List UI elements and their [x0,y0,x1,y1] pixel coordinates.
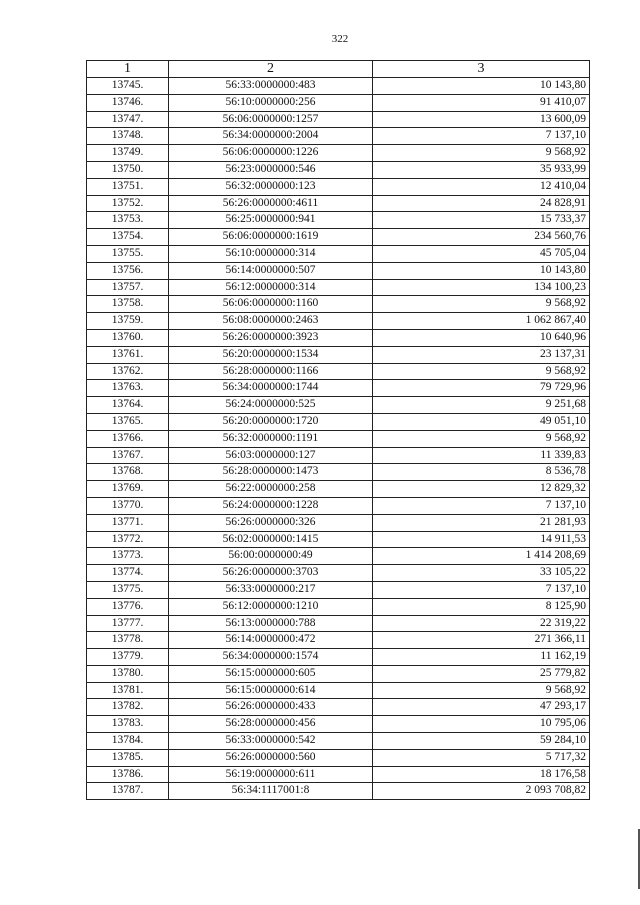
row-number: 13766. [87,430,169,447]
cadastral-value: 271 366,11 [373,632,590,649]
cadastral-number: 56:20:0000000:1534 [169,346,373,363]
cadastral-value: 2 093 708,82 [373,783,590,800]
table-row [87,716,590,733]
cadastral-value: 9 568,92 [373,296,590,313]
cadastral-value: 47 293,17 [373,699,590,716]
row-number: 13749. [87,145,169,162]
row-number: 13776. [87,598,169,615]
table-row [87,598,590,615]
cadastral-value: 7 137,10 [373,128,590,145]
cadastral-value: 1 414 208,69 [373,548,590,565]
cadastral-number: 56:06:0000000:1160 [169,296,373,313]
row-number: 13763. [87,380,169,397]
table-row [87,632,590,649]
table-body [87,78,590,800]
row-number: 13762. [87,363,169,380]
table-row [87,245,590,262]
cadastral-number: 56:14:0000000:507 [169,262,373,279]
table-row [87,565,590,582]
row-number: 13765. [87,413,169,430]
table-row [87,514,590,531]
table-row [87,749,590,766]
cadastral-number: 56:06:0000000:1619 [169,229,373,246]
cadastral-number: 56:28:0000000:1166 [169,363,373,380]
row-number: 13784. [87,733,169,750]
table-row [87,128,590,145]
cadastral-number: 56:06:0000000:1226 [169,145,373,162]
cadastral-value: 59 284,10 [373,733,590,750]
cadastral-value: 21 281,93 [373,514,590,531]
table-row [87,195,590,212]
row-number: 13772. [87,531,169,548]
table-row [87,94,590,111]
row-number: 13756. [87,262,169,279]
cadastral-value: 49 051,10 [373,413,590,430]
cadastral-number: 56:20:0000000:1720 [169,413,373,430]
table-row [87,464,590,481]
table-row [87,363,590,380]
table-row [87,447,590,464]
table-row [87,397,590,414]
row-number: 13785. [87,749,169,766]
row-number: 13754. [87,229,169,246]
cadastral-value: 45 705,04 [373,245,590,262]
table-row [87,430,590,447]
column-header-2: 2 [169,61,373,78]
table-row [87,346,590,363]
cadastral-value: 10 143,80 [373,262,590,279]
cadastral-number: 56:34:0000000:1744 [169,380,373,397]
cadastral-value: 18 176,58 [373,766,590,783]
row-number: 13750. [87,161,169,178]
cadastral-number: 56:26:0000000:560 [169,749,373,766]
table-row [87,649,590,666]
row-number: 13783. [87,716,169,733]
row-number: 13782. [87,699,169,716]
cadastral-number: 56:34:1117001:8 [169,783,373,800]
row-number: 13760. [87,329,169,346]
cadastral-number: 56:15:0000000:605 [169,665,373,682]
cadastral-number: 56:10:0000000:256 [169,94,373,111]
cadastral-number: 56:32:0000000:123 [169,178,373,195]
table-header [87,61,590,78]
cadastral-number: 56:15:0000000:614 [169,682,373,699]
cadastral-number: 56:34:0000000:1574 [169,649,373,666]
row-number: 13770. [87,497,169,514]
row-number: 13787. [87,783,169,800]
table-row [87,682,590,699]
table-row [87,481,590,498]
row-number: 13779. [87,649,169,666]
table-row [87,783,590,800]
cadastral-number: 56:24:0000000:525 [169,397,373,414]
cadastral-value: 23 137,31 [373,346,590,363]
table-row [87,178,590,195]
row-number: 13758. [87,296,169,313]
cadastral-number: 56:26:0000000:326 [169,514,373,531]
cadastral-value: 9 568,92 [373,682,590,699]
row-number: 13748. [87,128,169,145]
row-number: 13753. [87,212,169,229]
cadastral-value: 134 100,23 [373,279,590,296]
cadastral-number: 56:34:0000000:2004 [169,128,373,145]
cadastral-value: 8 536,78 [373,464,590,481]
cadastral-number: 56:10:0000000:314 [169,245,373,262]
cadastral-value: 35 933,99 [373,161,590,178]
table-row [87,329,590,346]
row-number: 13777. [87,615,169,632]
cadastral-number: 56:23:0000000:546 [169,161,373,178]
cadastral-value: 91 410,07 [373,94,590,111]
cadastral-value-table [86,60,590,800]
row-number: 13773. [87,548,169,565]
cadastral-value: 8 125,90 [373,598,590,615]
row-number: 13761. [87,346,169,363]
cadastral-value: 10 795,06 [373,716,590,733]
cadastral-number: 56:25:0000000:941 [169,212,373,229]
row-number: 13747. [87,111,169,128]
header-row [87,61,590,78]
row-number: 13755. [87,245,169,262]
cadastral-value: 12 410,04 [373,178,590,195]
cadastral-value: 9 568,92 [373,363,590,380]
cadastral-number: 56:13:0000000:788 [169,615,373,632]
table-row [87,313,590,330]
cadastral-value: 22 319,22 [373,615,590,632]
row-number: 13771. [87,514,169,531]
cadastral-number: 56:33:0000000:217 [169,581,373,598]
row-number: 13778. [87,632,169,649]
column-header-3: 3 [373,61,590,78]
row-number: 13774. [87,565,169,582]
cadastral-number: 56:03:0000000:127 [169,447,373,464]
cadastral-number: 56:26:0000000:433 [169,699,373,716]
cadastral-value: 13 600,09 [373,111,590,128]
cadastral-number: 56:14:0000000:472 [169,632,373,649]
page-number: 322 [331,33,349,45]
row-number: 13767. [87,447,169,464]
table-row [87,145,590,162]
cadastral-number: 56:26:0000000:3923 [169,329,373,346]
cadastral-value: 33 105,22 [373,565,590,582]
table-row [87,279,590,296]
row-number: 13764. [87,397,169,414]
cadastral-value: 10 640,96 [373,329,590,346]
table-row [87,111,590,128]
cadastral-value: 25 779,82 [373,665,590,682]
cadastral-value: 24 828,91 [373,195,590,212]
table-row [87,262,590,279]
row-number: 13745. [87,78,169,95]
cadastral-number: 56:12:0000000:314 [169,279,373,296]
cadastral-value: 10 143,80 [373,78,590,95]
row-number: 13746. [87,94,169,111]
cadastral-value: 79 729,96 [373,380,590,397]
row-number: 13769. [87,481,169,498]
cadastral-value: 234 560,76 [373,229,590,246]
cadastral-value: 7 137,10 [373,581,590,598]
cadastral-number: 56:06:0000000:1257 [169,111,373,128]
table-row [87,581,590,598]
table-row [87,548,590,565]
row-number: 13759. [87,313,169,330]
table-row [87,733,590,750]
cadastral-number: 56:32:0000000:1191 [169,430,373,447]
table-row [87,497,590,514]
table-row [87,665,590,682]
row-number: 13780. [87,665,169,682]
row-number: 13752. [87,195,169,212]
cadastral-value: 7 137,10 [373,497,590,514]
cadastral-number: 56:33:0000000:542 [169,733,373,750]
row-number: 13751. [87,178,169,195]
cadastral-value: 1 062 867,40 [373,313,590,330]
cadastral-number: 56:19:0000000:611 [169,766,373,783]
cadastral-number: 56:28:0000000:456 [169,716,373,733]
cadastral-value: 12 829,32 [373,481,590,498]
row-number: 13781. [87,682,169,699]
cadastral-value: 9 568,92 [373,430,590,447]
cadastral-number: 56:12:0000000:1210 [169,598,373,615]
table-row [87,161,590,178]
cadastral-number: 56:26:0000000:3703 [169,565,373,582]
cadastral-value: 11 162,19 [373,649,590,666]
table-row [87,413,590,430]
cadastral-number: 56:08:0000000:2463 [169,313,373,330]
row-number: 13768. [87,464,169,481]
cadastral-value: 5 717,32 [373,749,590,766]
cadastral-number: 56:24:0000000:1228 [169,497,373,514]
table-row [87,380,590,397]
table-row [87,766,590,783]
row-number: 13775. [87,581,169,598]
cadastral-number: 56:00:0000000:49 [169,548,373,565]
cadastral-value: 9 251,68 [373,397,590,414]
cadastral-value: 11 339,83 [373,447,590,464]
table-row [87,615,590,632]
cadastral-number: 56:26:0000000:4611 [169,195,373,212]
cadastral-number: 56:02:0000000:1415 [169,531,373,548]
cadastral-number: 56:28:0000000:1473 [169,464,373,481]
cadastral-value: 14 911,53 [373,531,590,548]
table-row [87,212,590,229]
table-row [87,699,590,716]
table-row [87,296,590,313]
row-number: 13786. [87,766,169,783]
row-number: 13757. [87,279,169,296]
cadastral-value: 15 733,37 [373,212,590,229]
table-row [87,229,590,246]
cadastral-number: 56:33:0000000:483 [169,78,373,95]
column-header-1: 1 [87,61,169,78]
cadastral-number: 56:22:0000000:258 [169,481,373,498]
table-row [87,531,590,548]
table-row [87,78,590,95]
cadastral-value: 9 568,92 [373,145,590,162]
